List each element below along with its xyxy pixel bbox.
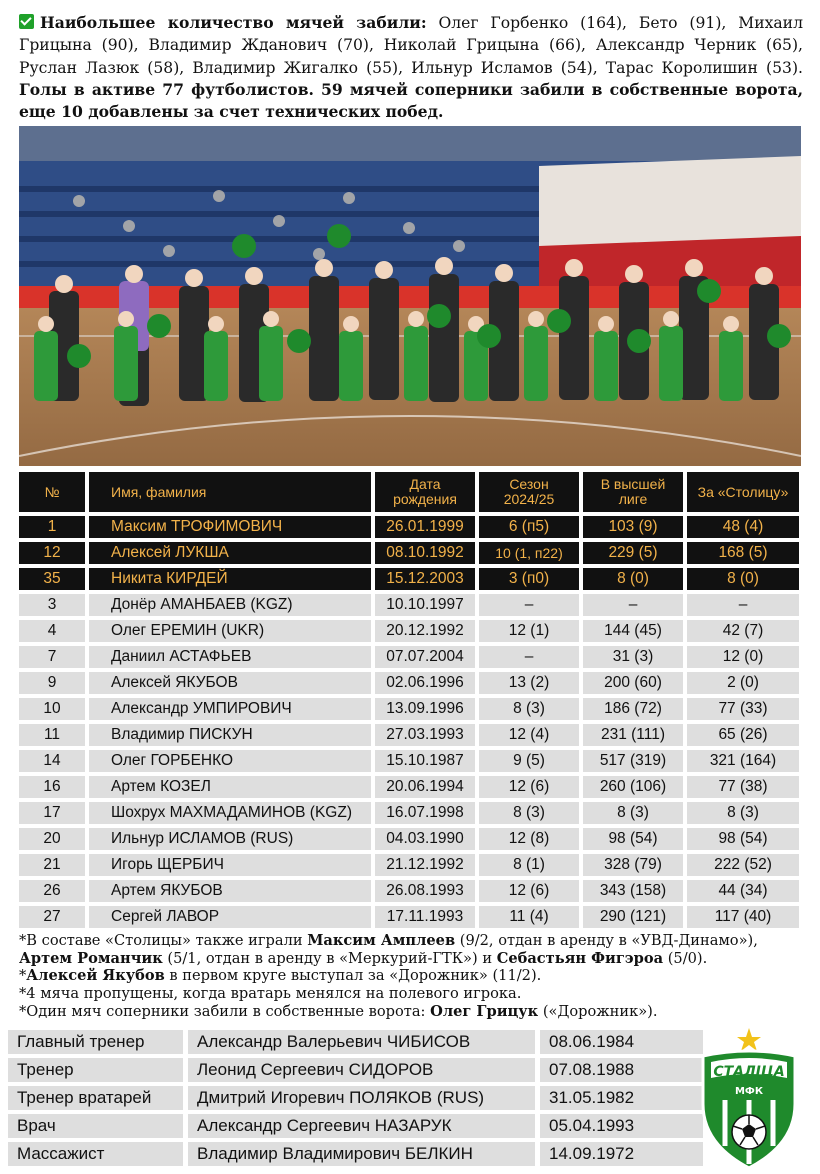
row-dob: 26.01.1999 [375,516,479,542]
row-club: 2 (0) [687,672,803,698]
row-club: 8 (3) [687,802,803,828]
footnote-text: *В составе «Столицы» также играли [19,932,308,949]
roster-body [19,516,803,932]
table-row [19,594,803,620]
footnote-player: Себастьян Фигэроа [496,949,664,967]
team-photo [19,126,801,466]
row-club: 77 (33) [687,698,803,724]
row-name: Никита КИРДЕЙ [89,568,375,594]
staff-dob: 14.09.1972 [540,1142,708,1170]
row-season: 9 (5) [479,750,583,776]
row-top-league: 8 (3) [583,802,687,828]
row-name: Александр УМПИРОВИЧ [89,698,375,724]
row-name: Алексей ЛУКША [89,542,375,568]
club-crest-icon [695,1026,803,1170]
table-row [19,698,803,724]
row-number: 4 [19,620,89,646]
row-name: Владимир ПИСКУН [89,724,375,750]
roster-header-row [19,472,803,516]
staff-role: Тренер [8,1058,188,1086]
row-dob: 16.07.1998 [375,802,479,828]
checkmark-icon [19,14,34,29]
intro-lead: Наибольшее количество мячей забили: [40,13,427,32]
row-dob: 21.12.1992 [375,854,479,880]
staff-row [8,1058,708,1086]
row-name: Олег ЕРЕМИН (UKR) [89,620,375,646]
row-dob: 15.10.1987 [375,750,479,776]
row-top-league: 229 (5) [583,542,687,568]
row-number: 21 [19,854,89,880]
row-club: 98 (54) [687,828,803,854]
row-dob: 27.03.1993 [375,724,479,750]
row-club: 168 (5) [687,542,803,568]
header-number: № [19,472,89,516]
staff-name: Александр Сергеевич НАЗАРУК [188,1114,540,1142]
header-dob: Дата рождения [375,472,479,516]
team-photo-illustration [19,126,801,466]
intro-scorers: Олег Горбенко (164), Бето (91), Михаил Грицына (90), Владимир Жданович (70), Николай Грицына (66), Александр Черник (65), Руслан Лазюк (58), Владимир Жигалко (55), Ильнур Исламов (54), Тарас Королишин (53). [19,14,803,77]
footnote-text: *4 мяча пропущены, когда вратарь менялся на полевого игрока. [19,985,522,1003]
row-club: 321 (164) [687,750,803,776]
footnote-text: *Один мяч соперники забили в собственные ворота: [19,1002,431,1020]
row-dob: 17.11.1993 [375,906,479,932]
row-season: 13 (2) [479,672,583,698]
row-number: 27 [19,906,89,932]
row-number: 10 [19,698,89,724]
staff-dob: 07.08.1988 [540,1058,708,1086]
row-season: 3 (п0) [479,568,583,594]
table-row [19,906,803,932]
table-row [19,620,803,646]
footnote-player: Артем Романчик [19,949,163,967]
row-top-league: 144 (45) [583,620,687,646]
row-season: 12 (6) [479,880,583,906]
staff-role: Врач [8,1114,188,1142]
row-name: Шохрух МАХМАДАМИНОВ (KGZ) [89,802,375,828]
row-season: 8 (1) [479,854,583,880]
table-row [19,776,803,802]
footnote [19,967,803,985]
table-row [19,672,803,698]
footnote-text: в первом круге выступал за «Дорожник» (11/2). [164,967,542,985]
row-top-league: 186 (72) [583,698,687,724]
row-season: 8 (3) [479,802,583,828]
staff-dob: 05.04.1993 [540,1114,708,1142]
row-number: 3 [19,594,89,620]
intro-paragraph [19,12,803,123]
row-club: 117 (40) [687,906,803,932]
row-number: 14 [19,750,89,776]
row-season: – [479,594,583,620]
row-number: 7 [19,646,89,672]
staff-role: Тренер вратарей [8,1086,188,1114]
row-name: Артем ЯКУБОВ [89,880,375,906]
row-club: 65 (26) [687,724,803,750]
star-icon [737,1028,761,1051]
row-dob: 02.06.1996 [375,672,479,698]
footnote-player: Олег Грицук [430,1002,539,1020]
staff-dob: 08.06.1984 [540,1030,708,1058]
row-club: 8 (0) [687,568,803,594]
row-top-league: 328 (79) [583,854,687,880]
logo-subtext: МФК [734,1086,764,1097]
table-row [19,750,803,776]
staff-row [8,1114,708,1142]
row-club: 48 (4) [687,516,803,542]
footnote-text: (9/2, отдан в аренду в «УВД-Динамо»), [455,932,758,949]
row-dob: 08.10.1992 [375,542,479,568]
row-top-league: 200 (60) [583,672,687,698]
table-row [19,516,803,542]
row-number: 12 [19,542,89,568]
row-top-league: 103 (9) [583,516,687,542]
row-name: Алексей ЯКУБОВ [89,672,375,698]
row-number: 35 [19,568,89,594]
table-row [19,568,803,594]
row-club: 222 (52) [687,854,803,880]
row-season: 12 (6) [479,776,583,802]
footnote-text: (5/1, отдан в аренду в «Меркурий-ГТК») и [162,949,497,967]
row-name: Игорь ЩЕРБИЧ [89,854,375,880]
footnote [19,1003,803,1021]
row-number: 16 [19,776,89,802]
row-name: Сергей ЛАВОР [89,906,375,932]
footnote [19,932,803,967]
staff-role: Массажист [8,1142,188,1170]
table-row [19,854,803,880]
header-top-league: В высшей лиге [583,472,687,516]
header-season: Сезон 2024/25 [479,472,583,516]
table-row [19,646,803,672]
row-name: Донёр АМАНБАЕВ (KGZ) [89,594,375,620]
row-number: 11 [19,724,89,750]
row-season: 11 (4) [479,906,583,932]
row-name: Ильнур ИСЛАМОВ (RUS) [89,828,375,854]
staff-dob: 31.05.1982 [540,1086,708,1114]
row-dob: 10.10.1997 [375,594,479,620]
row-dob: 07.07.2004 [375,646,479,672]
footnote [19,985,803,1003]
table-row [19,828,803,854]
row-top-league: 260 (106) [583,776,687,802]
club-logo [695,1026,803,1170]
table-row [19,880,803,906]
row-name: Даниил АСТАФЬЕВ [89,646,375,672]
row-number: 9 [19,672,89,698]
row-top-league: 98 (54) [583,828,687,854]
table-row [19,724,803,750]
footnote-player: Алексей Якубов [26,967,165,985]
footnote-text: (5/0). [663,949,708,967]
row-dob: 04.03.1990 [375,828,479,854]
row-dob: 15.12.2003 [375,568,479,594]
row-top-league: 290 (121) [583,906,687,932]
row-season: 6 (п5) [479,516,583,542]
intro-summary: Голы в активе 77 футболистов. 59 мячей соперники забили в собственные ворота, еще 10 добавлены за счет технических побед. [19,79,803,122]
footnote-text: («Дорожник»). [538,1002,658,1020]
staff-role: Главный тренер [8,1030,188,1058]
row-season: – [479,646,583,672]
header-club: За «Столицу» [687,472,803,516]
row-season: 12 (1) [479,620,583,646]
row-top-league: – [583,594,687,620]
row-season: 12 (4) [479,724,583,750]
row-number: 26 [19,880,89,906]
footnotes [19,932,803,1021]
staff-name: Александр Валерьевич ЧИБИСОВ [188,1030,540,1058]
row-club: 42 (7) [687,620,803,646]
row-name: Олег ГОРБЕНКО [89,750,375,776]
row-name: Артем КОЗЕЛ [89,776,375,802]
row-number: 20 [19,828,89,854]
row-season: 12 (8) [479,828,583,854]
staff-row [8,1086,708,1114]
row-season: 8 (3) [479,698,583,724]
logo-text: СТАЛІЦА [713,1064,785,1080]
row-top-league: 517 (319) [583,750,687,776]
row-top-league: 8 (0) [583,568,687,594]
header-name: Имя, фамилия [89,472,375,516]
row-dob: 20.06.1994 [375,776,479,802]
row-top-league: 231 (111) [583,724,687,750]
row-dob: 20.12.1992 [375,620,479,646]
row-name: Максим ТРОФИМОВИЧ [89,516,375,542]
row-number: 1 [19,516,89,542]
roster-table [19,472,803,932]
staff-name: Владимир Владимирович БЕЛКИН [188,1142,540,1170]
staff-row [8,1142,708,1170]
row-dob: 13.09.1996 [375,698,479,724]
staff-table [8,1030,708,1170]
row-club: 44 (34) [687,880,803,906]
table-row [19,542,803,568]
footnote-player: Максим Амплеев [307,932,456,949]
table-row [19,802,803,828]
row-dob: 26.08.1993 [375,880,479,906]
row-club: – [687,594,803,620]
row-number: 17 [19,802,89,828]
row-top-league: 343 (158) [583,880,687,906]
staff-name: Леонид Сергеевич СИДОРОВ [188,1058,540,1086]
row-top-league: 31 (3) [583,646,687,672]
footnote-text: * [19,967,27,985]
staff-name: Дмитрий Игоревич ПОЛЯКОВ (RUS) [188,1086,540,1114]
row-season: 10 (1, п22) [479,542,583,568]
row-club: 77 (38) [687,776,803,802]
staff-row [8,1030,708,1058]
row-club: 12 (0) [687,646,803,672]
